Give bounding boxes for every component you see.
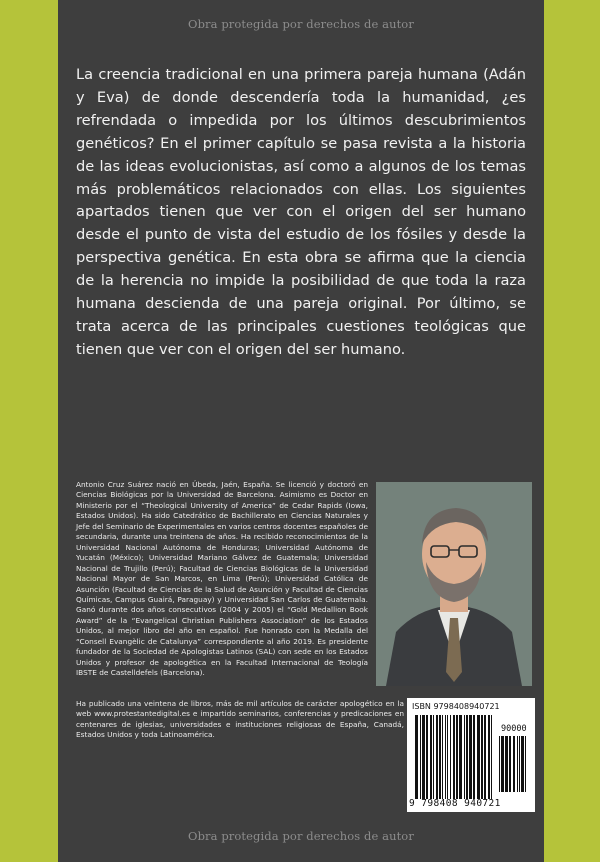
back-cover: [58, 0, 544, 862]
price-code: 90000: [501, 724, 527, 734]
author-portrait-icon: [376, 482, 532, 686]
isbn-label: ISBN 9798408940721: [412, 702, 500, 711]
author-photo: [376, 482, 532, 686]
author-bio-continued: Ha publicado una veintena de libros, más de mil artículos de carácter apologético en la web www.protestantedigital.es e impartido seminarios, conferencias y predicaciones en centenares de iglesias, universidades e instituciones religiosas de España, Canadá, Estados Unidos y toda Latinoamérica.: [76, 699, 404, 740]
ean-digits: 9 798408 940721: [409, 798, 501, 809]
addon-barcode-icon: [499, 736, 529, 792]
watermark-top: Obra protegida por derechos de autor: [188, 17, 414, 31]
barcode-icon: [415, 715, 495, 799]
book-blurb: La creencia tradicional en una primera pareja humana (Adán y Eva) de donde descendería toda la humanidad, ¿es refrendada o impedida por los últimos descubrimientos genéticos? En el primer capítulo se pasa revista a la historia de las ideas evolucionistas, así como a algunos de los temas más problemáticos relacionados con ellas. Los siguientes apartados tienen que ver con el origen del ser humano desde el punto de vista del estudio de los fósiles y desde la perspectiva genética. En esta obra se afirma que la ciencia de la herencia no impide la posibilidad de que toda la raza humana descienda de una pareja original. Por último, se trata acerca de las principales cuestiones teológicas que tienen que ver con el origen del ser humano.: [76, 66, 526, 358]
watermark-bottom: Obra protegida por derechos de autor: [188, 829, 414, 843]
isbn-barcode: [407, 698, 535, 812]
author-bio: Antonio Cruz Suárez nació en Úbeda, Jaén, España. Se licenció y doctoró en Ciencias Biológicas por la Universidad de Barcelona. Asimismo es Doctor en Ministerio por el “Theological University of America” de Cedar Rapids (Iowa, Estados Unidos). Ha sido Catedrático de Bachillerato en Ciencias Naturales y Jefe del Seminario de Experimentales en varios centros docentes españoles de secundaria, durante una treintena de años. Ha recibido reconocimientos de la Universidad Nacional Autónoma de Honduras; Universidad Autónoma de Yucatán (México); Universidad Mariano Gálvez de Guatemala; Universidad Nacional de Trujillo (Perú); Facultad de Ciencias Biológicas de la Universidad Nacional Mayor de San Marcos, en Lima (Perú); Universidad Católica de Asunción (Facultad de Ciencias de la Salud de Asunción y Facultad de Ciencias Químicas, Campus Guairá, Paraguay) y Universidad San Carlos de Guatemala. Ganó durante dos años consecutivos (2004 y 2005) el “Gold Medallion Book Award” de la “Evangelical Christian Publishers Association” de los Estados Unidos, al mejor libro del año en español. Fue honrado con la Medalla del “Consell Evangèlic de Catalunya” correspondiente al año 2019. Es presidente fundador de la Sociedad de Apologistas Latinos (SAL) con sede en los Estados Unidos y profesor de apologética en la Facultad Internacional de Teología IBSTE de Castelldefels (Barcelona).: [76, 480, 368, 678]
